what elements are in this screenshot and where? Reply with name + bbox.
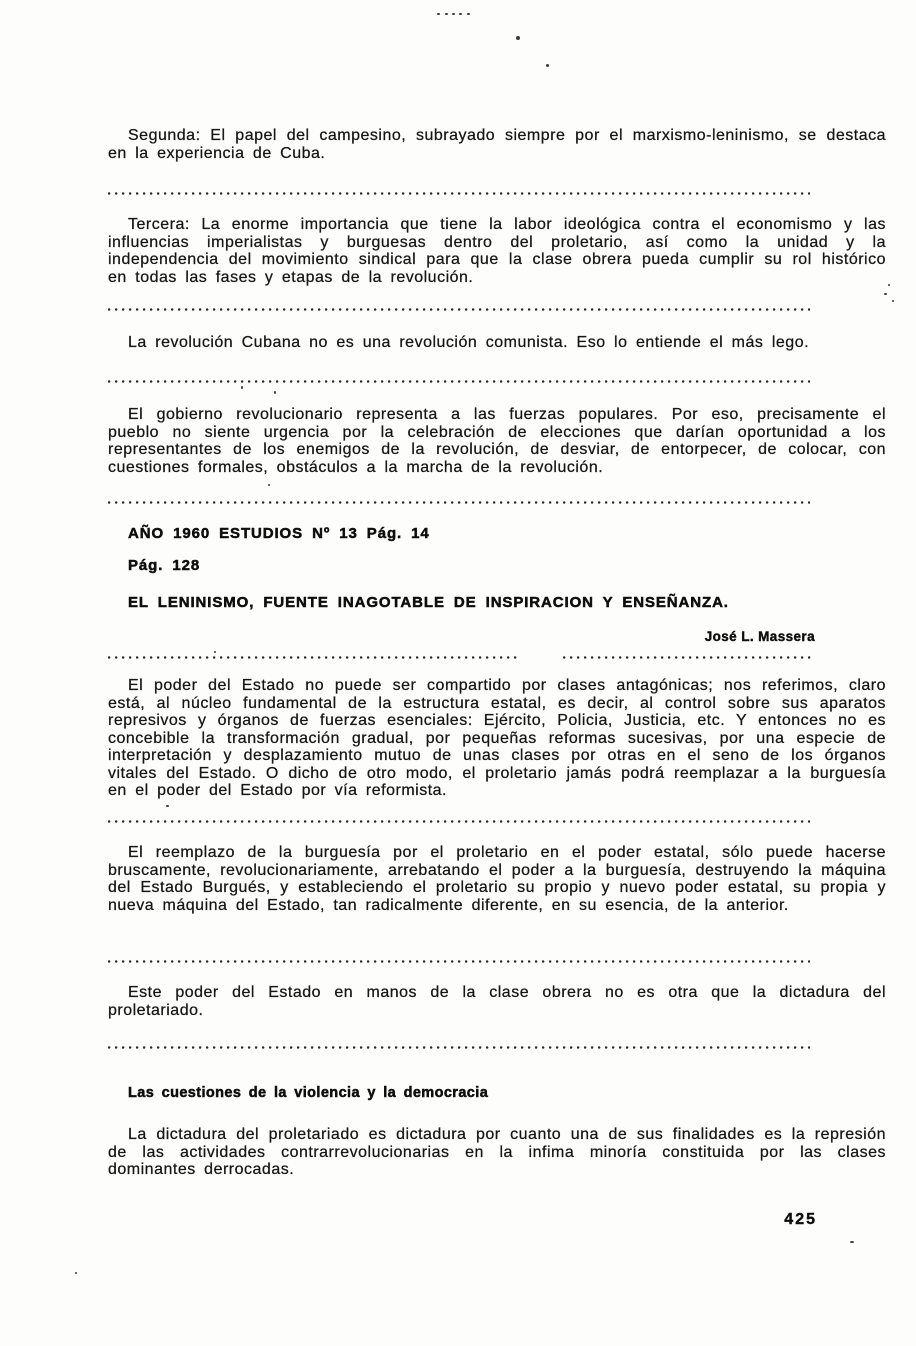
dotted-separator [108,1046,810,1049]
scan-speck [459,13,462,15]
paragraph-segunda: Segunda: El papel del campesino, subrayado siempre por el marxismo-leninismo, se destaca en la experiencia de Cuba. [108,127,886,162]
scan-speck [546,64,549,67]
scan-speck [75,1272,77,1274]
page-number: 425 [784,1211,817,1228]
scan-speck [892,300,894,302]
scan-speck [437,13,440,15]
scan-speck [241,386,243,389]
dotted-separator [108,960,810,963]
page-reference: Pág. 128 [128,557,201,574]
scan-speck [445,13,448,15]
scan-speck [888,284,890,286]
scan-speck [467,13,470,15]
dotted-separator [108,308,810,311]
paragraph-reemplazo: El reemplazo de la burguesía por el proletario en el poder estatal, sólo puede hacerse bruscamente, revolucionariamente, arrebatando el poder a la burguesía, destruyendo la máquina del Estado Burgués, y estableciendo el proletario su propio y nuevo poder estatal, su propia y nueva máquina del Estado, tan radicalmente diferente, en su esencia, de la anterior. [108,844,886,914]
article-title: EL LENINISMO, FUENTE INAGOTABLE DE INSPIRACION Y ENSEÑANZA. [128,594,729,611]
section-heading: Las cuestiones de la violencia y la democracia [128,1085,489,1101]
paragraph-poder-estado: El poder del Estado no puede ser compartido por clases antagónicas; nos referimos, claro está, al núcleo fundamental de la estructura estatal, es decir, al control sobre sus aparatos represivos y órganos de fuerzas esenciales: Ejército, Policia, Justicia, etc. Y entonces no es concebible la transformación gradual, por pequeñas reformas sucesivas, por una especie de interpretación y desplazamiento mutuo de unas clases por otras en el seno de los órganos vitales del Estado. O dicho de otro modo, el proletario jamás podrá reemplazar a la burguesía en el poder del Estado por vía reformista. [108,677,886,799]
dotted-separator [108,192,810,195]
paragraph-tercera: Tercera: La enorme importancia que tiene la labor ideológica contra el economismo y las influencias imperialistas y burguesas dentro del proletario, así como la unidad y la independencia del movimiento sindical para que la clase obrera pueda cumplir su rol histórico en todas las fases y etapas de la revolución. [108,216,886,286]
scan-speck [452,13,455,15]
scan-speck [884,293,887,295]
scan-speck [850,1241,854,1243]
dotted-separator [108,501,810,504]
scan-speck [516,36,520,40]
scan-speck [166,805,169,807]
scan-speck [274,391,276,394]
dotted-separator [108,380,810,383]
scan-speck [214,651,216,653]
paragraph-dictadura: La dictadura del proletariado es dictadura por cuanto una de sus finalidades es la represión de las actividades contrarrevolucionarias en la infima minoría constituida por las clases dominantes derrocadas. [108,1126,886,1178]
dotted-separator-left-segment [108,656,518,659]
paragraph-revolucion-cubana: La revolución Cubana no es una revolución comunista. Eso lo entiende el más lego. [128,334,810,351]
dotted-separator-right-segment [563,656,811,659]
paragraph-este-poder: Este poder del Estado en manos de la clase obrera no es otra que la dictadura del proletariado. [108,984,886,1019]
author-name: José L. Massera [704,629,815,644]
source-reference-heading: AÑO 1960 ESTUDIOS Nº 13 Pág. 14 [128,525,430,542]
scan-speck [268,484,270,486]
paragraph-gobierno: El gobierno revolucionario representa a las fuerzas populares. Por eso, precisamente el pueblo no siente urgencia por la celebración de elecciones que darían oportunidad a los representantes de los enemigos de la revolución, de desviar, de entorpecer, de colocar, con cuestiones formales, obstáculos a la marcha de la revolución. [108,406,886,476]
dotted-separator [108,820,810,823]
